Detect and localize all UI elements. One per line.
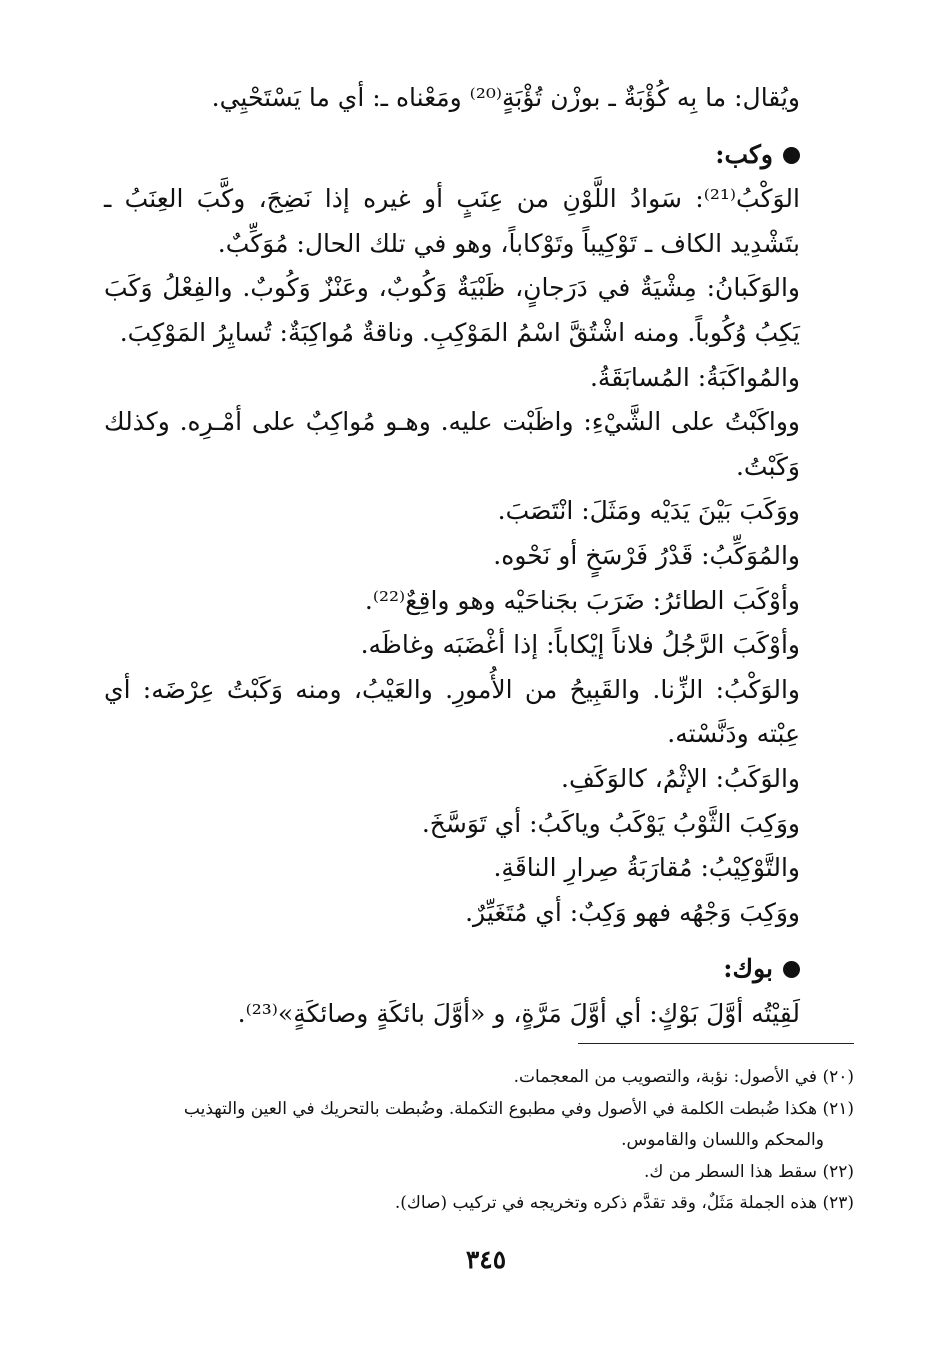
page-number: ٣٤٥ (465, 1245, 507, 1274)
paragraph-kubah: ويُقال: ما بِه كُؤْبَةٌ ـ بوزْن تُؤْبَةٍ⁽²⁰⁾ ومَعْناه ـ: أي ما يَسْتَحْيِي. (211, 83, 800, 112)
paragraph-wakiba-thawb: ووَكِبَ الثَّوْبُ يَوْكَبُ وياكَبُ: أي تَوَسَّخَ. (421, 808, 800, 838)
footnote-22: (٢٢) سقط هذا السطر من ك. (643, 1161, 854, 1182)
paragraph-muwakkib: والمُوَكِّبُ: قَدْرُ فَرْسَخٍ أو نَحْوه. (493, 540, 800, 570)
entry-heading-label: وكب: (715, 139, 773, 169)
entry-heading-label: بوك: (723, 954, 773, 984)
footnotes (94, 1062, 854, 1220)
footnote-21: (٢١) هكذا ضُبطت الكلمة في الأصول وفي مطبوع التكملة. وضُبطت بالتحريك في العين والتهذيب (183, 1098, 854, 1119)
footnote-21-continuation: والمحكم واللسان والقاموس. (621, 1130, 824, 1150)
paragraph-awkaba-alrajul: وأوْكَبَ الرَّجُلُ فلاناً إيْكاباً: إذا أغْضَبَه وغاظَه. (360, 630, 800, 660)
paragraph-awwal-bawk: لَقِيْتُه أوَّلَ بَوْكٍ: أي أوَّلَ مَرَّةٍ، و «أوَّلَ بائكَةٍ وصائكَةٍ»⁽²³⁾. (237, 998, 800, 1028)
main-text (104, 76, 836, 1036)
paragraph-muwakabah: والمُواكَبَةُ: المُسابَقَةُ. (589, 362, 800, 392)
paragraph-awkaba-altair: وأوْكَبَ الطائرُ: ضَرَبَ بجَناحَيْه وهو واقِعٌ⁽²²⁾. (364, 585, 800, 615)
paragraph-wakb: الوَكْبُ⁽²¹⁾: سَوادُ اللَّوْنِ من عِنَبٍ أو غيره إذا نَضِجَ، وكَّبَ العِنَبُ ـ بتَشْدِيد الكاف ـ تَوْكِيباً وتَوْكاباً، وهو في تلك الحال: مُوَكِّبٌ. (104, 184, 800, 258)
paragraph-wakaba-bayna: ووَكَبَ بَيْنَ يَدَيْه ومَثَلَ: انْتَصَبَ. (497, 496, 800, 526)
paragraph-alwakab-ithm: والوَكَبُ: الإثْمُ، كالوَكَفِ. (561, 763, 800, 793)
paragraph-wakaban: والوَكَبانُ: مِشْيَةٌ في دَرَجانٍ، ظَبْيَةٌ وَكُوبٌ، وعَنْزٌ وَكُوبٌ. والفِعْلُ وَكَبَ يَكِبُ وُكُوباً. ومنه اشْتُقَّ اسْمُ المَوْكِبِ. وناقةٌ مُواكِبَةٌ: تُسايِرُ المَوْكِبَ. (104, 273, 800, 347)
bullet-icon (783, 961, 800, 978)
paragraph-alwakb-zina: والوَكْبُ: الزِّنا. والقَبِيحُ من الأُمورِ. والعَيْبُ، ومنه وَكَبْتُ عِرْضَه: أي عِبْته ودَنَّسْته. (104, 674, 800, 749)
footnote-23: (٢٣) هذه الجملة مَثَلٌ، وقد تقدَّم ذكره وتخريجه في تركيب (صاك). (394, 1193, 854, 1213)
bullet-icon (783, 147, 800, 164)
paragraph-wakiba-wajhuh: ووَكِبَ وَجْهُه فهو وَكِبٌ: أي مُتَغَيِّرٌ. (465, 897, 800, 927)
footnote-20: (٢٠) في الأصول: نؤبة، والتصويب من المعجمات. (513, 1067, 854, 1087)
paragraph-tawkib: والتَّوْكِيْبُ: مُقارَبَةُ صِرارِ الناقَةِ. (493, 853, 800, 883)
entry-heading-wkb (104, 133, 836, 178)
footnote-separator (578, 1043, 854, 1044)
paragraph-wakabtu: وواكَبْتُ على الشَّيْءِ: واظَبْت عليه. وهـو مُواكِبٌ على أمْـرِه. وكذلك وَكَبْتُ. (104, 407, 800, 481)
entry-heading-bwk (104, 947, 836, 992)
